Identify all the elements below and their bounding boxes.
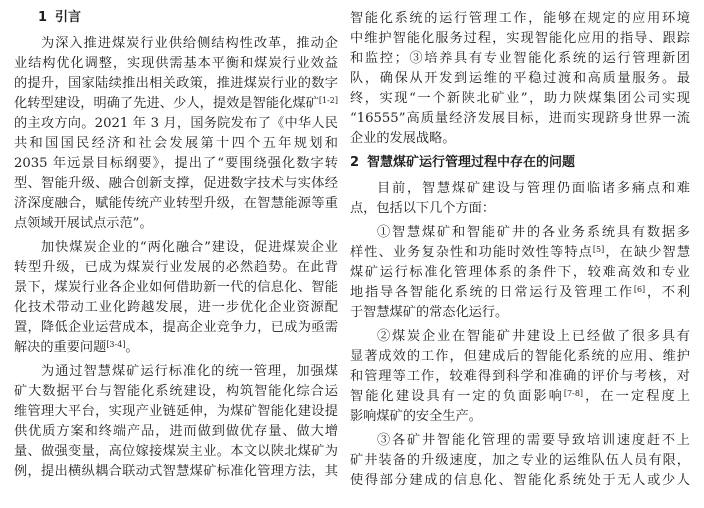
- text-line: 矿大数据平台与智能化系统建设，构筑智能化综合运: [14, 384, 338, 399]
- text-line: 煤矿运行标准化管理体系的条件下，较难高效和专业: [350, 265, 690, 280]
- text-line: 样性、业务复杂性和功能时效性等特点[5]，在缺少智慧: [350, 245, 690, 260]
- text-line: 维管理大平台，实现产业链延伸，为煤矿智能化建设提: [14, 404, 338, 419]
- text-line: 影响煤矿的安全生产。: [350, 409, 482, 424]
- problems-intro: [350, 179, 690, 219]
- text-line: 加快煤炭企业的“两化融合”建设，促进煤炭企业: [41, 240, 338, 255]
- text-line: 的提升，国家陆续推出相关政策，推进煤炭行业的数字: [14, 76, 338, 91]
- text-line: 的主攻方向。2021 年 3 月，国务院发布了《中华人民: [14, 116, 338, 131]
- section-1-number: 1: [38, 10, 48, 25]
- text-line: 化技术带动工业化跨越发展，进一步优化企业资源配: [14, 300, 338, 315]
- intro-paragraph-1: [14, 34, 338, 234]
- citation: [5]: [592, 245, 605, 254]
- text-line: 队，确保从开发到运维的平稳过渡和高质量服务。最: [350, 71, 690, 86]
- text-line: 矿井装备的升级速度，加之专业的运维队伍人员有限，: [350, 453, 690, 468]
- text-line: 为深入推进煤炭行业供给侧结构性改革，推动企: [41, 36, 338, 51]
- section-2-title: 智慧煤矿运行管理过程中存在的问题: [367, 155, 576, 170]
- text-line: 量、做强变量，高位嫁接煤炭主业。本文以陕北煤矿为: [14, 444, 338, 459]
- text-line: 为通过智慧煤矿运行标准化的统一管理，加强煤: [41, 364, 338, 379]
- text-line: 使得部分建成的信息化、智能化系统处于无人或少人: [350, 473, 690, 488]
- text-line: 解决的重要问题[3-4]。: [14, 340, 139, 355]
- problem-item-3: [350, 431, 690, 491]
- right-column: [350, 9, 690, 491]
- text-line: 转型升级，已成为煤炭行业发展的必然趋势。在此背: [14, 260, 338, 275]
- text-line: 济深度融合，赋能传统产业转型升级，在智慧能源等重: [14, 196, 338, 211]
- section-1-title: 引言: [55, 10, 82, 25]
- text-line: 地指导各智能化系统的日常运行及管理工作[6]，不利: [350, 285, 690, 300]
- text-line: ①智慧煤矿和智能矿井的各业务系统具有数据多: [377, 225, 690, 240]
- text-line: 业结构优化调整，实现供需基本平衡和煤炭行业效益: [14, 56, 338, 71]
- text-line: 置，降低企业运营成本，提高企业竞争力，已成为亟需: [14, 320, 338, 335]
- text-line: 化转型建设，明确了先进、少人，提效是智能化煤矿[1-2]: [14, 96, 338, 111]
- text-line: 和管理等工作，较难得到科学和准确的评价与考核，对: [350, 369, 690, 384]
- problem-item-2: [350, 327, 690, 427]
- citation: [1-2]: [318, 96, 338, 105]
- text-line: 终，实现“一个新陕北矿业”，助力陕煤集团公司实现: [350, 91, 690, 106]
- text-line: “16555”高质量经济发展目标，进而实现跻身世界一流: [350, 111, 690, 126]
- left-column: [14, 10, 338, 482]
- text-line: 于智慧煤矿的常态化运行。: [350, 305, 509, 320]
- text-line: 型、智能升级、融合创新支撑，促进数字技术与实体经: [14, 176, 338, 191]
- problem-item-1: [350, 223, 690, 323]
- text-line: 智能化系统的运行管理工作，能够在规定的应用环境: [350, 11, 690, 26]
- intro-paragraph-3: [14, 362, 338, 482]
- text-line: ③各矿井智能化管理的需要导致培训速度赶不上: [377, 433, 690, 448]
- section-2-heading: [350, 155, 690, 175]
- text-line: 企业的发展战略。: [350, 131, 456, 146]
- text-line: 智能化建设具有一定的负面影响[7-8]，在一定程度上: [350, 389, 690, 404]
- text-line: 和监控；③培养具有专业智能化系统的运行管理新团: [350, 51, 690, 66]
- text-line: 例，提出横纵耦合联动式智慧煤矿标准化管理方法，其: [14, 464, 338, 479]
- text-line: ②煤炭企业在智能矿井建设上已经做了很多具有: [377, 329, 690, 344]
- section-1-heading: [14, 10, 338, 30]
- text-line: 共和国国民经济和社会发展第十四个五年规划和: [14, 136, 338, 151]
- citation: [3-4]: [106, 340, 126, 349]
- text-line: 点，包括以下几个方面：: [350, 201, 496, 216]
- section-2-number: 2: [350, 155, 360, 170]
- text-line: 景下，煤炭行业各企业如何借助新一代的信息化、智能: [14, 280, 338, 295]
- text-line: 点领域开展试点示范”。: [14, 216, 153, 231]
- text-line: 2035 年远景目标纲要》，提出了“要围绕强化数字转: [14, 156, 338, 171]
- text-line: 显著成效的工作，但建成后的智能化系统的应用、维护: [350, 349, 690, 364]
- text-line: 目前，智慧煤矿建设与管理仍面临诸多痛点和难: [377, 181, 690, 196]
- continued-paragraph: [350, 9, 690, 149]
- citation: [7-8]: [563, 389, 584, 398]
- intro-paragraph-2: [14, 238, 338, 358]
- citation: [6]: [633, 285, 646, 294]
- text-line: 中维护智能化服务过程，实现智能化应用的指导、跟踪: [350, 31, 690, 46]
- text-line: 供优质方案和终端产品，进而做到做优存量、做大增: [14, 424, 338, 439]
